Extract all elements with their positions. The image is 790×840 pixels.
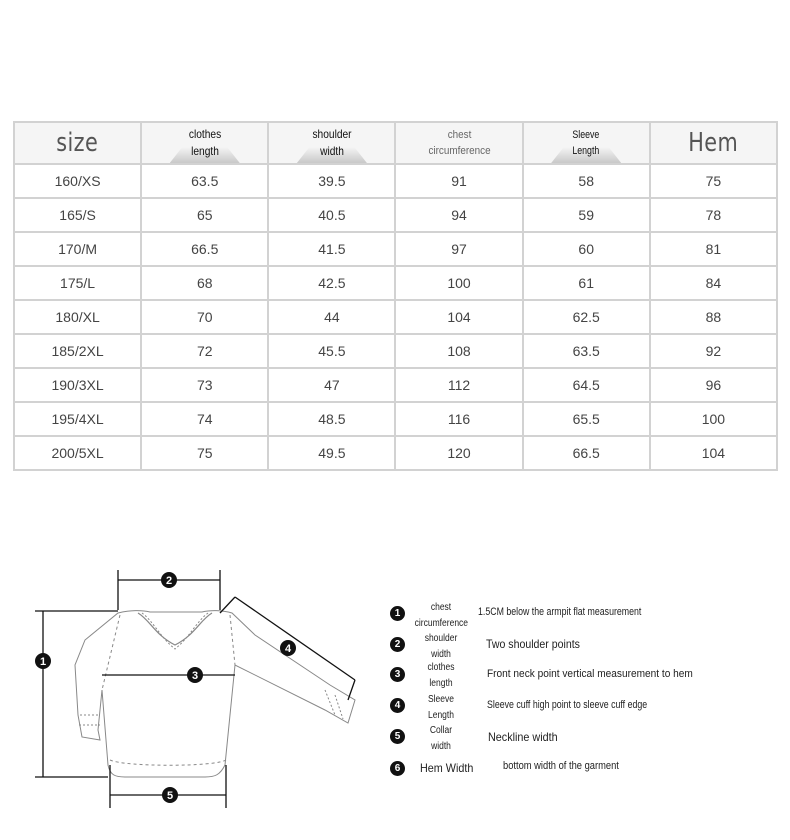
cell-shoulder-width: 49.5 [268, 436, 395, 470]
header-label-line1: chest [447, 129, 471, 141]
marker-2 [161, 572, 177, 588]
header-size-label: size [56, 128, 99, 158]
legend-term: Hem Width [420, 761, 474, 775]
cell-shoulder-width: 44 [268, 300, 395, 334]
legend-description: Two shoulder points [486, 637, 580, 651]
header-size [14, 122, 141, 164]
marker-2-label: 2 [165, 575, 173, 587]
header-label-line1: shoulder [312, 127, 352, 141]
legend-item-shoulder [388, 631, 783, 663]
cell-chest: 100 [395, 266, 522, 300]
marker-4 [280, 640, 296, 656]
legend-term-line1: clothes [427, 662, 455, 673]
cell-chest: 97 [395, 232, 522, 266]
cell-hem: 84 [650, 266, 777, 300]
cell-chest: 91 [395, 164, 522, 198]
legend-description: Front neck point vertical measurement to hem [487, 668, 693, 680]
cell-chest: 112 [395, 368, 522, 402]
cell-clothes-length: 63.5 [141, 164, 268, 198]
legend-item-collar [388, 723, 783, 755]
legend-term-line2: circumference [414, 618, 469, 629]
cell-sleeve-length: 59 [523, 198, 650, 232]
table-header-row [14, 122, 777, 164]
cell-clothes-length: 72 [141, 334, 268, 368]
legend-number-badge: 1 [390, 606, 405, 621]
cell-clothes-length: 65 [141, 198, 268, 232]
cell-sleeve-length: 64.5 [523, 368, 650, 402]
cell-sleeve-length: 62.5 [523, 300, 650, 334]
cell-sleeve-length: 60 [523, 232, 650, 266]
cell-size: 200/5XL [14, 436, 141, 470]
cell-shoulder-width: 41.5 [268, 232, 395, 266]
cell-size: 195/4XL [14, 402, 141, 436]
measurement-lines [35, 570, 355, 808]
legend-number-badge: 2 [390, 637, 405, 652]
cell-chest: 94 [395, 198, 522, 232]
table-row [14, 164, 777, 198]
table-row [14, 232, 777, 266]
cell-clothes-length: 68 [141, 266, 268, 300]
legend-description: 1.5CM below the armpit flat measurement [478, 606, 642, 618]
cell-clothes-length: 66.5 [141, 232, 268, 266]
cell-sleeve-length: 61 [523, 266, 650, 300]
cell-sleeve-length: 65.5 [523, 402, 650, 436]
cell-size: 165/S [14, 198, 141, 232]
legend-description: Neckline width [488, 730, 558, 744]
legend-term-line2: length [429, 678, 453, 689]
legend-term-line2: width [431, 741, 451, 752]
cell-sleeve-length: 66.5 [523, 436, 650, 470]
marker-1 [35, 653, 51, 669]
header-hem [650, 122, 777, 164]
marker-4-label: 4 [284, 643, 292, 655]
table-row [14, 198, 777, 232]
cell-size: 175/L [14, 266, 141, 300]
marker-1-label: 1 [39, 656, 47, 668]
legend-item-hem [388, 758, 783, 790]
legend-description: Sleeve cuff high point to sleeve cuff edge [487, 699, 648, 711]
cell-shoulder-width: 45.5 [268, 334, 395, 368]
cell-size: 185/2XL [14, 334, 141, 368]
header-label-line1: Sleeve [572, 129, 600, 141]
cell-hem: 104 [650, 436, 777, 470]
cell-hem: 92 [650, 334, 777, 368]
cell-shoulder-width: 39.5 [268, 164, 395, 198]
legend-item-sleeve [388, 692, 783, 724]
cell-size: 180/XL [14, 300, 141, 334]
marker-3 [187, 667, 203, 683]
legend-term-line1: chest [430, 602, 452, 613]
cell-shoulder-width: 40.5 [268, 198, 395, 232]
cell-hem: 75 [650, 164, 777, 198]
header-label-line2: length [190, 144, 219, 158]
cell-shoulder-width: 47 [268, 368, 395, 402]
cell-hem: 88 [650, 300, 777, 334]
legend-term-line2: Length [427, 710, 455, 721]
header-label-line2: Length [572, 145, 600, 157]
header-shoulder-width [268, 122, 395, 164]
legend-term-line1: shoulder [424, 633, 458, 644]
cell-sleeve-length: 63.5 [523, 334, 650, 368]
header-hem-label: Hem [688, 128, 739, 158]
cell-chest: 116 [395, 402, 522, 436]
legend-item-length [388, 660, 783, 692]
cell-clothes-length: 73 [141, 368, 268, 402]
marker-5 [162, 787, 178, 803]
legend-term-line2: width [431, 649, 451, 660]
header-label-line2: circumference [427, 145, 491, 157]
marker-3-label: 3 [191, 670, 199, 682]
legend-description: bottom width of the garment [503, 760, 619, 772]
marker-5-label: 5 [166, 790, 174, 802]
cell-hem: 96 [650, 368, 777, 402]
header-chest-circumference [395, 122, 522, 164]
sweater-measurement-diagram [30, 565, 375, 815]
header-sleeve-length [523, 122, 650, 164]
sweater-outline [75, 611, 355, 777]
cell-size: 190/3XL [14, 368, 141, 402]
legend-number-badge: 4 [390, 698, 405, 713]
legend-term-line1: Collar [429, 725, 453, 736]
cell-hem: 78 [650, 198, 777, 232]
cell-clothes-length: 70 [141, 300, 268, 334]
cell-size: 160/XS [14, 164, 141, 198]
cell-chest: 108 [395, 334, 522, 368]
legend-item-chest [388, 600, 783, 632]
cell-shoulder-width: 42.5 [268, 266, 395, 300]
cell-shoulder-width: 48.5 [268, 402, 395, 436]
legend-number-badge: 5 [390, 729, 405, 744]
cell-size: 170/M [14, 232, 141, 266]
cell-hem: 81 [650, 232, 777, 266]
table-row [14, 402, 777, 436]
header-label-line1: clothes [188, 127, 221, 141]
legend-number-badge: 6 [390, 761, 405, 776]
legend-term-line1: Sleeve [427, 694, 454, 705]
table-row [14, 266, 777, 300]
cell-clothes-length: 75 [141, 436, 268, 470]
cell-chest: 104 [395, 300, 522, 334]
cell-sleeve-length: 58 [523, 164, 650, 198]
header-label-line2: width [319, 144, 344, 158]
cell-hem: 100 [650, 402, 777, 436]
table-row [14, 334, 777, 368]
size-chart-table [13, 121, 778, 471]
table-row [14, 436, 777, 470]
cell-clothes-length: 74 [141, 402, 268, 436]
table-row [14, 368, 777, 402]
table-row [14, 300, 777, 334]
header-clothes-length [141, 122, 268, 164]
legend-number-badge: 3 [390, 667, 405, 682]
cell-chest: 120 [395, 436, 522, 470]
